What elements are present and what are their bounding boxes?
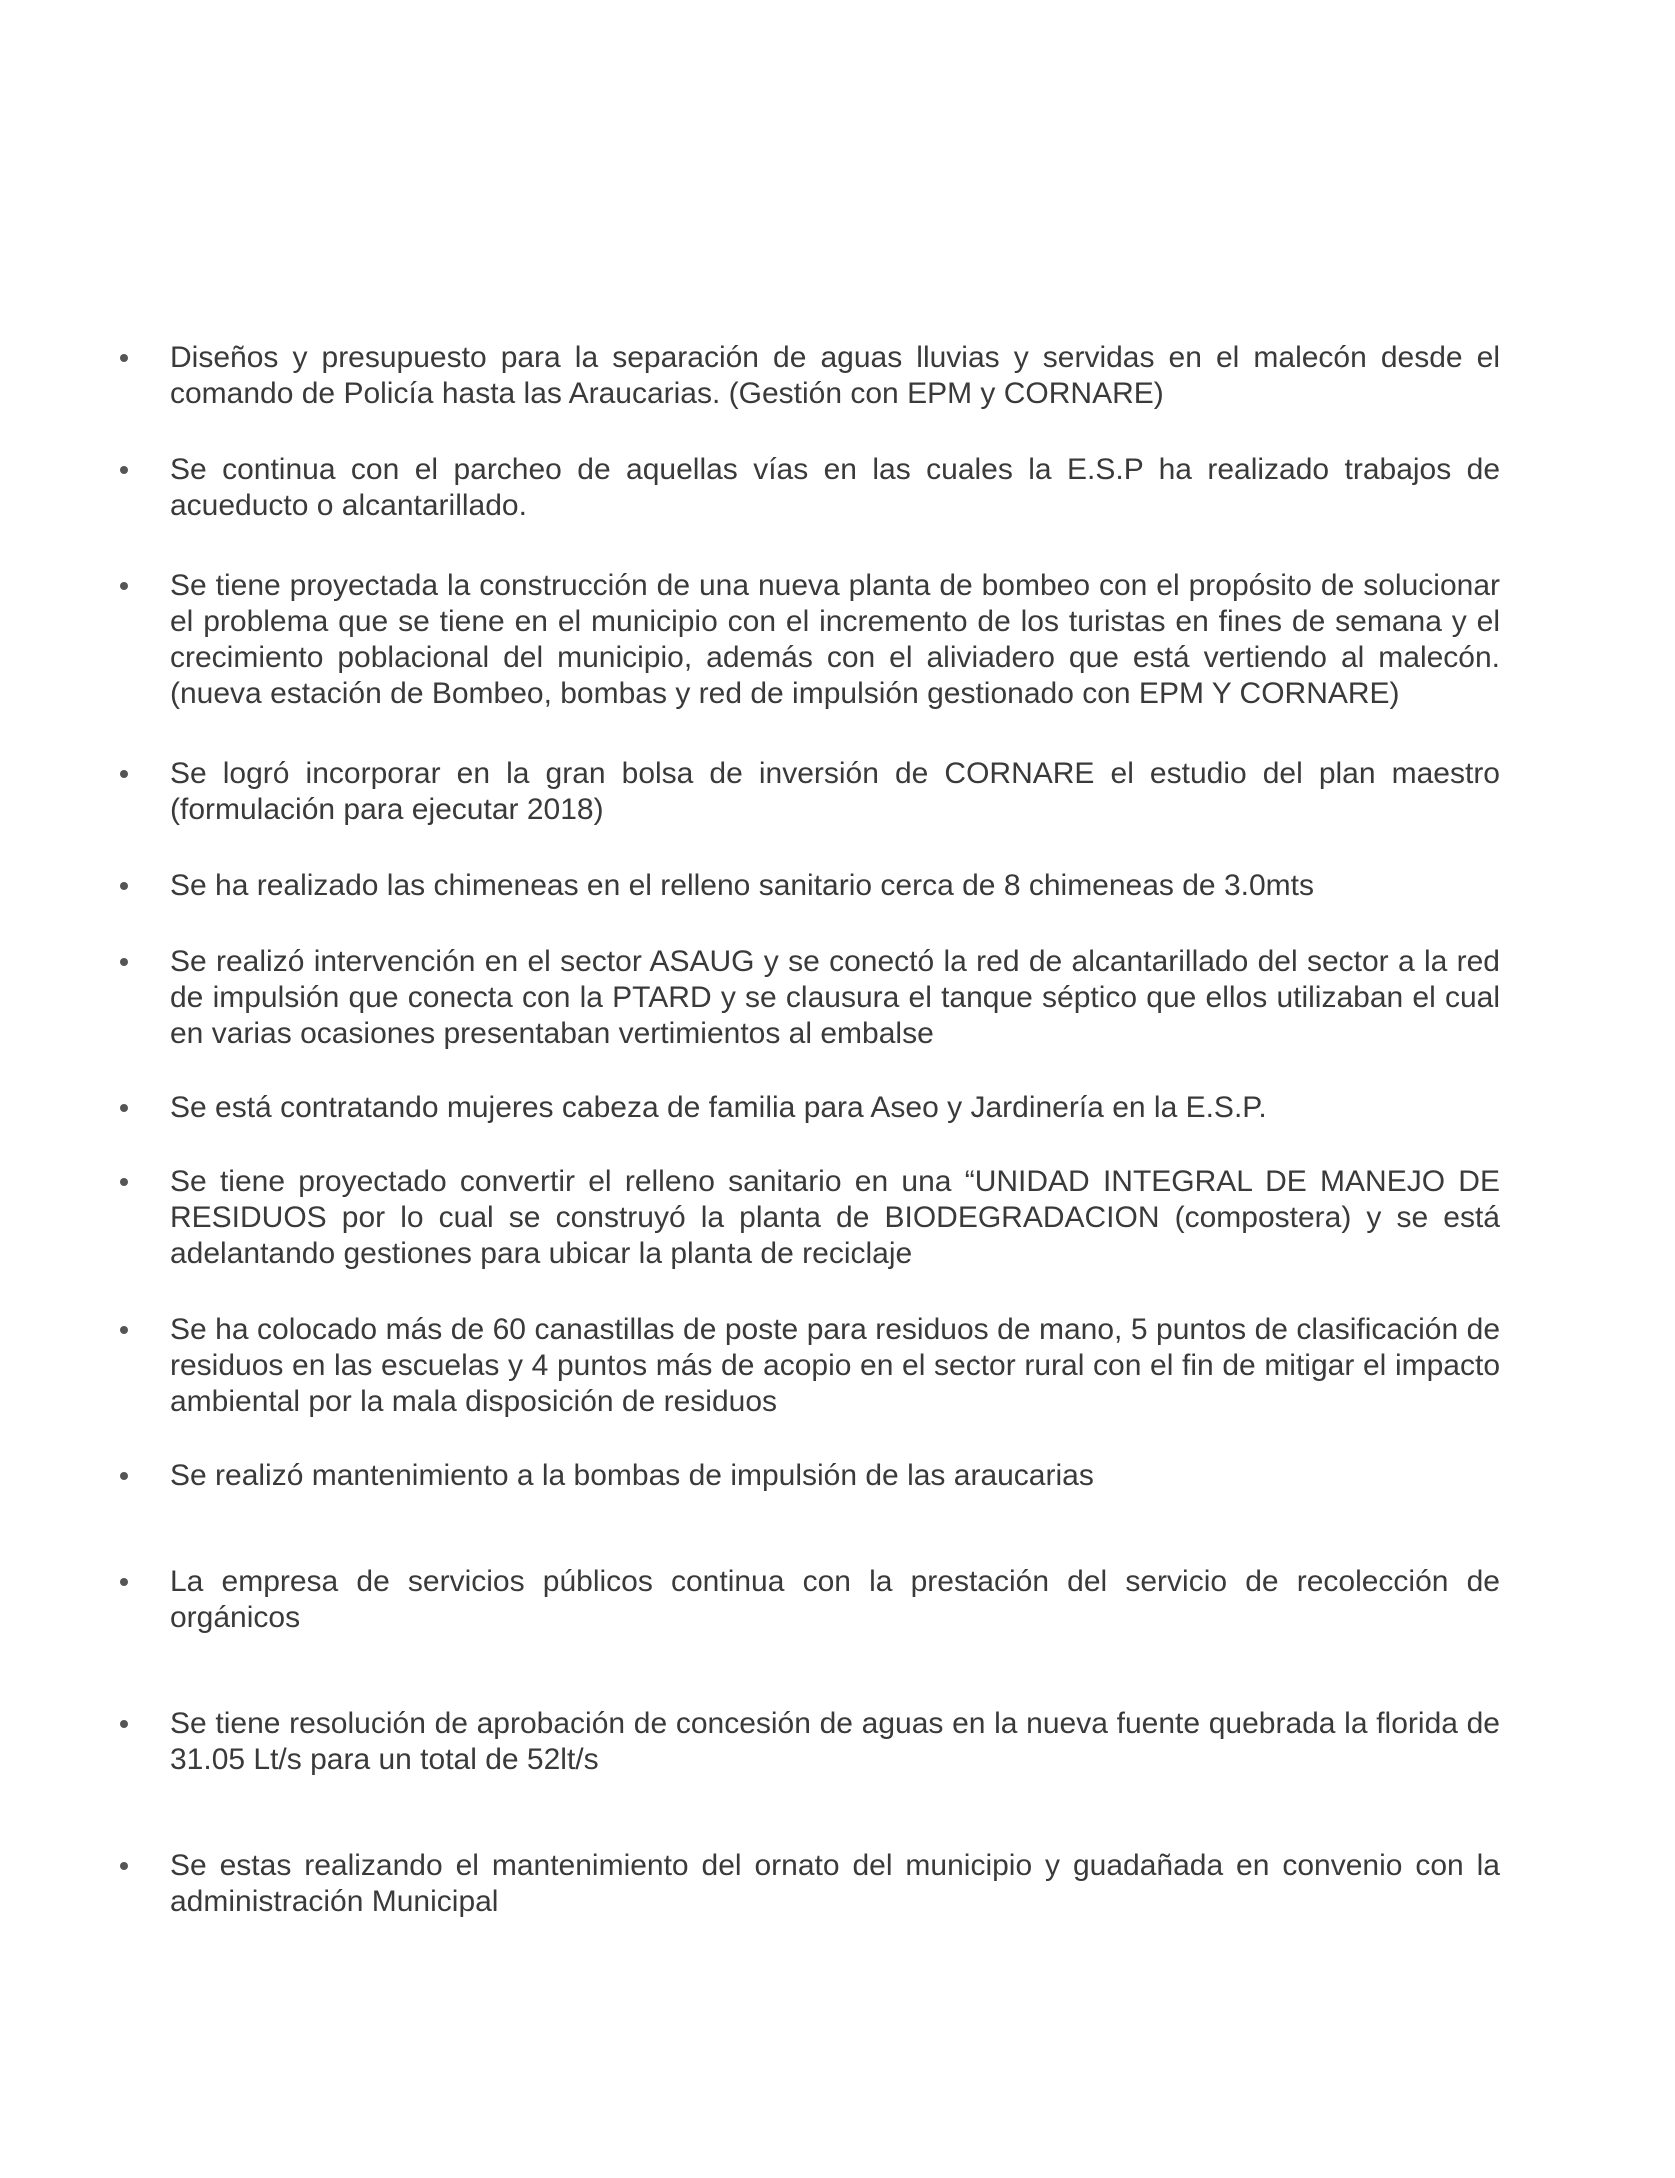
bullet-icon <box>120 1178 128 1186</box>
list-item <box>120 868 1500 904</box>
bullet-icon <box>120 1720 128 1728</box>
list-item-text: La empresa de servicios públicos continua con la prestación del servicio de recolección de orgánicos <box>170 1565 1500 1634</box>
list-item-text: Se tiene proyectado convertir el relleno sanitario en una “UNIDAD INTEGRAL DE MANEJO DE RESIDUOS por lo cual se construyó la planta de BIODEGRADACION (compostera) y se está adelantando gestiones para ubicar la planta de reciclaje <box>170 1165 1500 1270</box>
list-item <box>120 1090 1500 1126</box>
list-item-text: Se realizó mantenimiento a la bombas de impulsión de las araucarias <box>170 1459 1094 1492</box>
list-item-text: Se está contratando mujeres cabeza de familia para Aseo y Jardinería en la E.S.P. <box>170 1091 1267 1124</box>
bullet-icon <box>120 1104 128 1112</box>
list-item-text: Se realizó intervención en el sector ASAUG y se conectó la red de alcantarillado del sector a la red de impulsión que conecta con la PTARD y se clausura el tanque séptico que ellos utilizaban el cual en varias ocasiones presentaban vertimientos al embalse <box>170 945 1500 1050</box>
bullet-list <box>120 340 1500 1920</box>
list-item-text: Se continua con el parcheo de aquellas vías en las cuales la E.S.P ha realizado trabajos de acueducto o alcantarillado. <box>170 453 1500 522</box>
list-item <box>120 756 1500 828</box>
list-item <box>120 1706 1500 1778</box>
bullet-icon <box>120 582 128 590</box>
list-item <box>120 944 1500 1052</box>
list-item-text: Se tiene proyectada la construcción de una nueva planta de bombeo con el propósito de solucionar el problema que se tiene en el municipio con el incremento de los turistas en fines de semana y el crecimiento poblacional del municipio, además con el aliviadero que está vertiendo al malecón. (nueva estación de Bombeo, bombas y red de impulsión gestionado con EPM Y CORNARE) <box>170 569 1500 710</box>
list-item-text: Se ha realizado las chimeneas en el relleno sanitario cerca de 8 chimeneas de 3.0mts <box>170 869 1314 902</box>
list-item-text: Se ha colocado más de 60 canastillas de poste para residuos de mano, 5 puntos de clasificación de residuos en las escuelas y 4 puntos más de acopio en el sector rural con el fin de mitigar el impacto ambiental por la mala disposición de residuos <box>170 1313 1500 1418</box>
bullet-icon <box>120 1862 128 1870</box>
bullet-icon <box>120 882 128 890</box>
list-item-text: Se estas realizando el mantenimiento del ornato del municipio y guadañada en convenio con la administración Municipal <box>170 1849 1500 1918</box>
list-item-text: Se tiene resolución de aprobación de concesión de aguas en la nueva fuente quebrada la florida de 31.05 Lt/s para un total de 52lt/s <box>170 1707 1500 1776</box>
bullet-icon <box>120 466 128 474</box>
bullet-icon <box>120 1578 128 1586</box>
list-item <box>120 452 1500 524</box>
list-item <box>120 1458 1500 1494</box>
list-item-text: Diseños y presupuesto para la separación de aguas lluvias y servidas en el malecón desde el comando de Policía hasta las Araucarias. (Gestión con EPM y CORNARE) <box>170 341 1500 410</box>
bullet-icon <box>120 770 128 778</box>
list-item <box>120 340 1500 412</box>
list-item <box>120 568 1500 712</box>
bullet-icon <box>120 1472 128 1480</box>
list-item <box>120 1848 1500 1920</box>
bullet-icon <box>120 354 128 362</box>
list-item-text: Se logró incorporar en la gran bolsa de inversión de CORNARE el estudio del plan maestro (formulación para ejecutar 2018) <box>170 757 1500 826</box>
list-item <box>120 1164 1500 1272</box>
list-item <box>120 1312 1500 1420</box>
list-item <box>120 1564 1500 1636</box>
bullet-icon <box>120 1326 128 1334</box>
bullet-icon <box>120 958 128 966</box>
